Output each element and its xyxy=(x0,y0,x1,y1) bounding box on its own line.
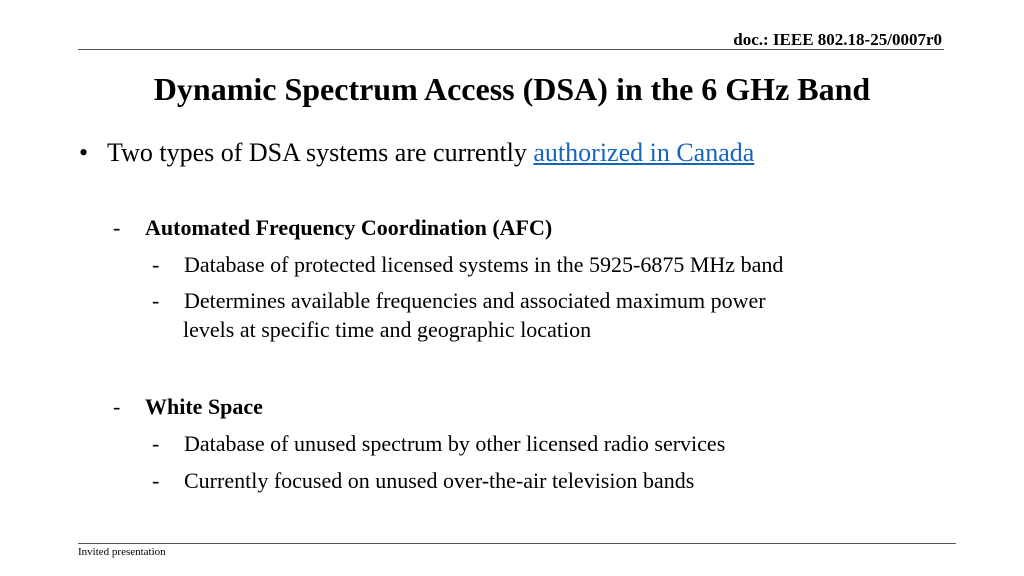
footer-divider xyxy=(78,543,956,544)
dash-marker: - xyxy=(113,215,121,240)
white-space-item-text: Database of unused spectrum by other licensed radio services xyxy=(184,431,726,456)
white-space-item-text: Currently focused on unused over-the-air television bands xyxy=(184,468,695,493)
afc-item-1 xyxy=(152,252,783,278)
authorized-in-canada-link[interactable]: authorized in Canada xyxy=(533,138,755,167)
afc-item-text: Determines available frequencies and associated maximum power xyxy=(184,288,766,313)
document-id: doc.: IEEE 802.18-25/0007r0 xyxy=(733,30,942,49)
dash-marker: - xyxy=(152,252,160,277)
dash-marker: - xyxy=(152,468,160,493)
afc-heading: Automated Frequency Coordination xyxy=(145,215,487,240)
afc-item-text-continued: levels at specific time and geographic location xyxy=(183,317,592,342)
afc-heading-item xyxy=(113,215,552,241)
bullet-text: Two types of DSA systems are currently xyxy=(107,138,534,167)
main-bullet xyxy=(79,138,754,168)
white-space-item-2 xyxy=(152,468,694,494)
afc-item-text: Database of protected licensed systems in the 5925-6875 MHz band xyxy=(184,252,784,277)
header-divider xyxy=(78,49,944,50)
dash-marker: - xyxy=(152,288,160,313)
bullet-marker: • xyxy=(79,138,89,167)
slide-title: Dynamic Spectrum Access (DSA) in the 6 GHz Band xyxy=(153,71,871,107)
white-space-heading-item xyxy=(113,394,263,420)
white-space-heading: White Space xyxy=(145,394,263,419)
afc-abbrev: (AFC) xyxy=(486,215,553,240)
dash-marker: - xyxy=(152,431,160,456)
footer-text: Invited presentation xyxy=(78,546,166,558)
white-space-item-1 xyxy=(152,431,725,457)
afc-item-2 xyxy=(152,288,766,346)
dash-marker: - xyxy=(113,394,121,419)
